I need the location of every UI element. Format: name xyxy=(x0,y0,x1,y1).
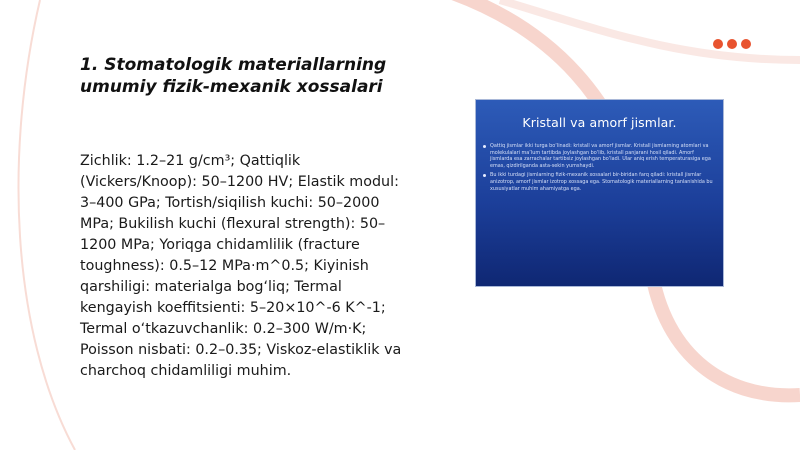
dot-icon xyxy=(713,39,723,49)
slide-body-text: Zichlik: 1.2–21 g/cm³; Qattiqlik (Vickers/Knoop): 50–1200 HV; Elastik modul: 3–400 GPa; Tortish/siqilish kuchi: 50–2000 MPa; Bukilish kuchi (flexural strength): 50–1200 MPa; Yoriqga chidamlilik (fracture toughness): 0.5–12 MPa·m^0.5; Kiyinish qarshiligi: materialga bog‘liq; Termal kengayish koeffitsienti: 5–20×10^-6 K^-1; Termal o‘tkazuvchanlik: 0.2–300 W/m·K; Poisson nisbati: 0.2–0.35; Viskoz-elastiklik va charchoq chidamliligi muhim. xyxy=(80,153,402,379)
embedded-slide-image xyxy=(475,99,724,287)
embedded-slide-bullets xyxy=(476,143,723,192)
decorative-dots xyxy=(713,39,751,49)
embedded-slide-bullet: Bu ikki turdagi jismlarning fizik-mexanik xossalari bir-biridan farq qiladi: kristall jismlar anizotrop, amorf jismlar izotrop xossaga ega. Stomatologik materiallarning tanlanishida bu xususiyatlar muhim ahamiyatga ega. xyxy=(490,172,715,192)
embedded-slide-title: Kristall va amorf jismlar. xyxy=(522,115,677,130)
slide-title: 1. Stomatologik materiallarning umumiy fizik-mexanik xossalari xyxy=(80,55,387,97)
embedded-slide-bullet: Qattiq jismlar ikki turga bo‘linadi: kristall va amorf jismlar. Kristall jismlarning atomlari va molekulalari ma’lum tartibda joylashgan bo‘lib, kristall panjarani hosil qiladi. Amorf jismlarda esa zarrachalar tartibsiz joylashgan bo‘ladi. Ular aniq erish temperaturasiga ega emas, qizdirilganda asta-sekin yumshaydi. xyxy=(490,143,715,169)
dot-icon xyxy=(727,39,737,49)
dot-icon xyxy=(741,39,751,49)
background-arc-left xyxy=(18,0,75,450)
